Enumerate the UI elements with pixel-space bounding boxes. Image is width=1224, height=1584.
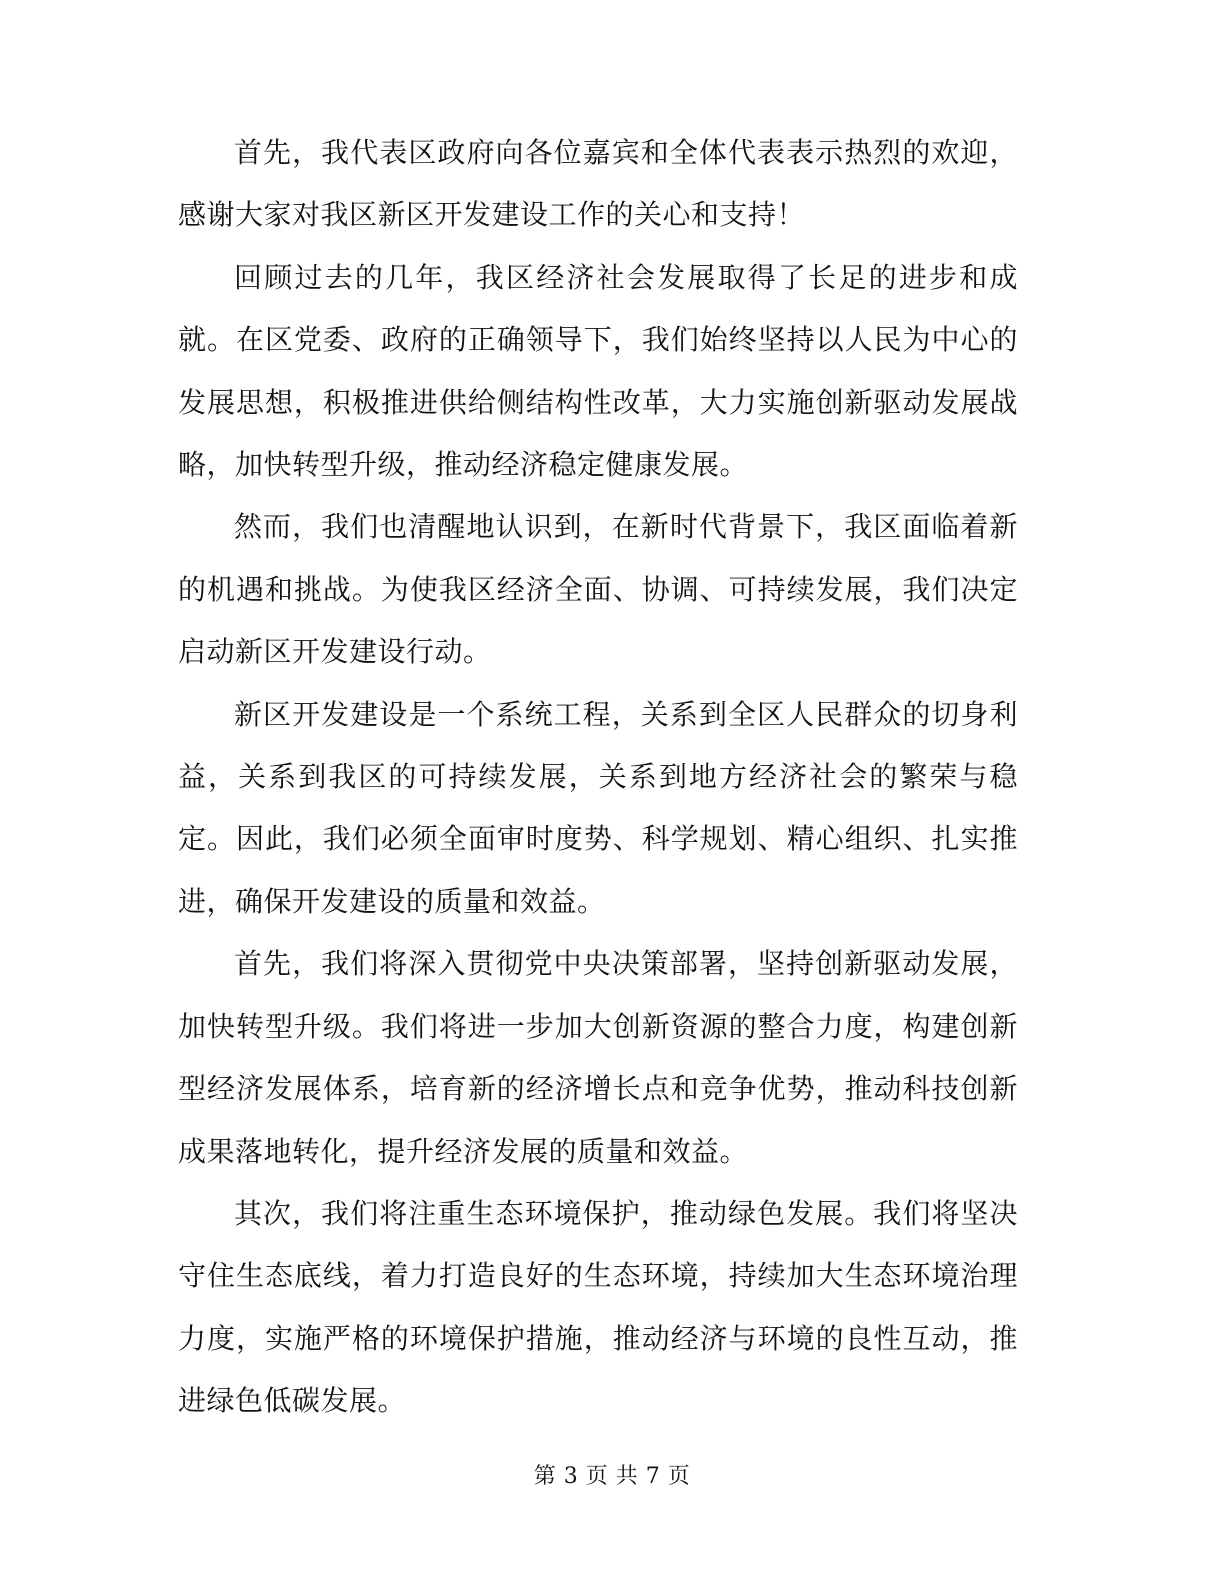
paragraph-5: 首先，我们将深入贯彻党中央决策部署，坚持创新驱动发展，加快转型升级。我们将进一步加大创新资源的整合力度，构建创新型经济发展体系，培育新的经济增长点和竞争优势，推动科技创新成果落地转化，提升经济发展的质量和效益。 xyxy=(178,947,1018,1168)
paragraph-1: 首先，我代表区政府向各位嘉宾和全体代表表示热烈的欢迎，感谢大家对我区新区开发建设工作的关心和支持！ xyxy=(178,136,1018,232)
page-number-label: 第 3 页 共 7 页 xyxy=(533,1464,691,1489)
paragraph-6: 其次，我们将注重生态环境保护，推动绿色发展。我们将坚决守住生态底线，着力打造良好的生态环境，持续加大生态环境治理力度，实施严格的环境保护措施，推动经济与环境的良性互动，推进绿色低碳发展。 xyxy=(178,1196,1018,1418)
paragraph-2: 回顾过去的几年，我区经济社会发展取得了长足的进步和成就。在区党委、政府的正确领导下，我们始终坚持以人民为中心的发展思想，积极推进供给侧结构性改革，大力实施创新驱动发展战略，加快转型升级，推动经济稳定健康发展。 xyxy=(178,260,1018,482)
page-footer xyxy=(0,1462,1224,1492)
paragraph-4: 新区开发建设是一个系统工程，关系到全区人民群众的切身利益，关系到我区的可持续发展，关系到地方经济社会的繁荣与稳定。因此，我们必须全面审时度势、科学规划、精心组织、扎实推进，确保开发建设的质量和效益。 xyxy=(178,697,1018,918)
paragraph-3: 然而，我们也清醒地认识到，在新时代背景下，我区面临着新的机遇和挑战。为使我区经济全面、协调、可持续发展，我们决定启动新区开发建设行动。 xyxy=(178,510,1018,669)
document-body xyxy=(178,122,1018,1433)
